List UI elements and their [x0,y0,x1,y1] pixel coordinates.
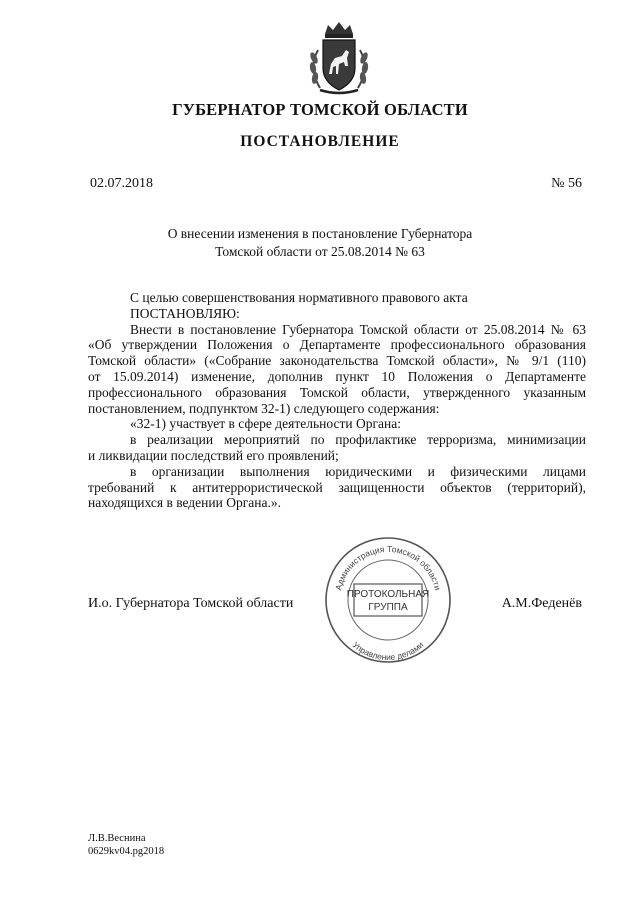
body-paragraph: «32-1) участвует в сфере деятельности Органа: [130,416,401,432]
body-line: постановлением, подпунктом 32-1) следующего содержания: [88,400,440,416]
executor-footer [88,832,164,858]
tomsk-coat-of-arms-icon [298,20,380,98]
document-type: ПОСТАНОВЛЕНИЕ [240,133,400,150]
document-number: № 56 [551,176,582,191]
signatory-position: И.о. Губернатора Томской области [88,596,294,611]
body-line: от 15.09.2014) изменение, дополнив пункт 10 Положения о Департаменте [88,368,586,384]
body-line: и ликвидации последствий его проявлений; [88,447,339,463]
document-subject [0,225,640,261]
body-paragraph: С целью совершенствования нормативного правового акта [130,290,468,305]
body-line: профессионального образования Томской области, утвержденного указанным [88,384,586,400]
body-line: Внести в постановление Губернатора Томской области от 25.08.2014 № 63 [130,321,586,337]
body-line: требований к антитеррористической защищенности объектов (территорий), [88,479,586,495]
document-date: 02.07.2018 [90,176,153,191]
subject-line: Томской области от 25.08.2014 № 63 [215,244,425,259]
body-line: Томской области» («Собрание законодательства Томской области», № 9/1 (110) [88,353,586,369]
body-line: «Об утверждении Положения о Департаменте профессионального образования [88,337,586,353]
subject-line: О внесении изменения в постановление Губернатора [167,226,473,241]
stamp-center-line: ГРУППА [368,602,408,613]
executor-name: Л.В.Веснина [88,833,146,844]
stamp-ring-top: Администрация Томской области [333,543,443,592]
official-stamp [322,534,454,666]
body-line: в организации выполнения юридическими и физическими лицами [130,463,586,479]
document-body [88,290,586,511]
signatory-name: А.М.Феденёв [501,596,582,611]
body-line: в реализации мероприятий по профилактике терроризма, минимизации [130,432,586,448]
issuing-authority: ГУБЕРНАТОР ТОМСКОЙ ОБЛАСТИ [172,100,468,119]
stamp-ring-bottom: Управление делами [350,639,426,663]
body-line: находящихся в ведении Органа.». [88,495,281,511]
file-code: 0629kv04.pg2018 [88,846,165,857]
body-paragraph: ПОСТАНОВЛЯЮ: [130,305,240,321]
stamp-center-line: ПРОТОКОЛЬНАЯ [346,589,430,600]
